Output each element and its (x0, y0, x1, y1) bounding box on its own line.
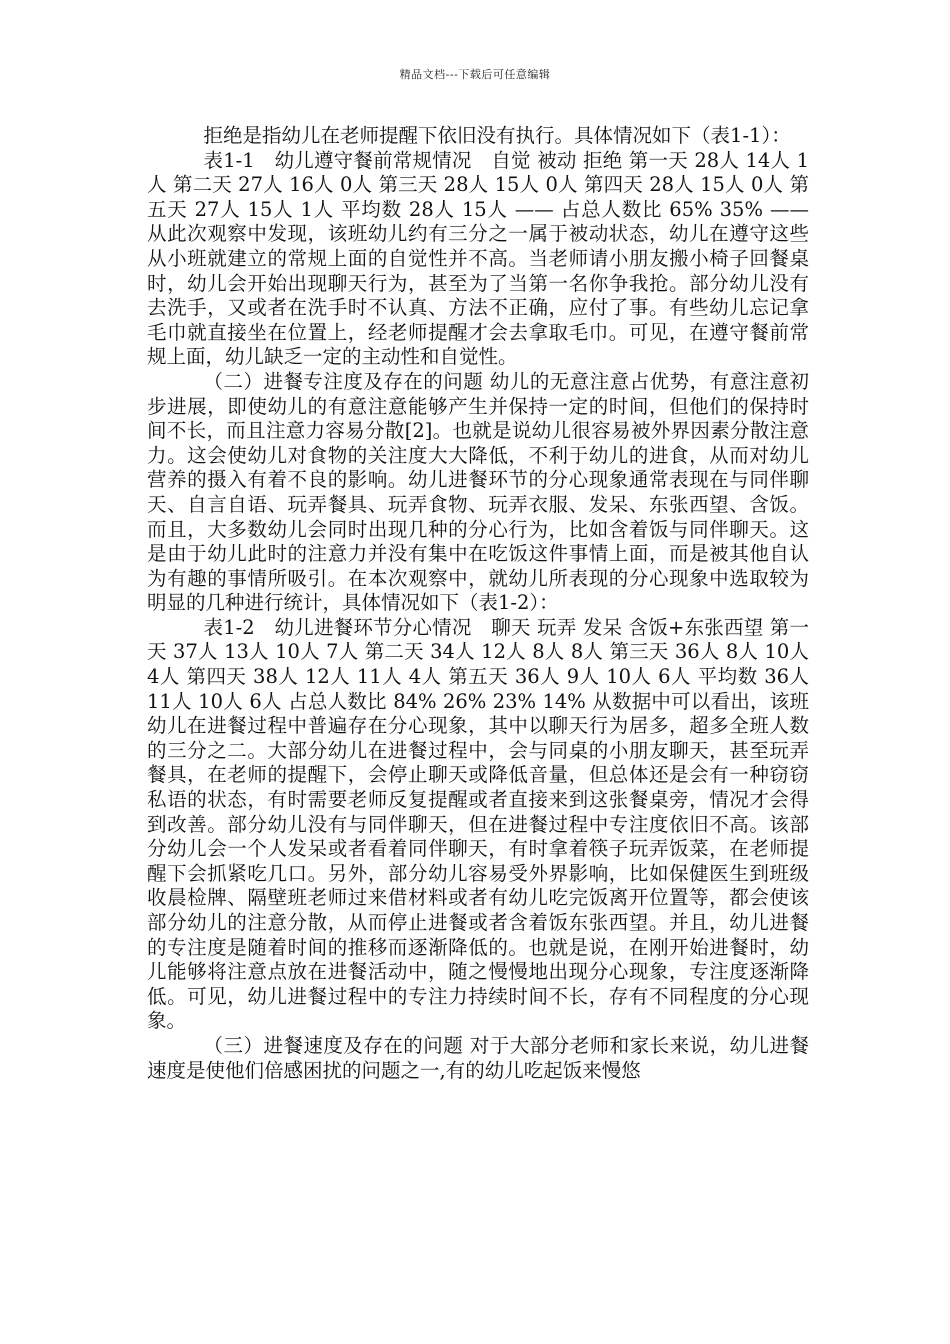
paragraph-section-2: （二）进餐专注度及存在的问题 幼儿的无意注意占优势，有意注意初步进展，即使幼儿的有意注意能够产生并保持一定的时间，但他们的保持时间不长，而且注意力容易分散[2]。也就是说幼儿很容易被外界因素分散注意力。这会使幼儿对食物的关注度大大降低，不利于幼儿的进食，从而对幼儿营养的摄入有着不良的影响。幼儿进餐环节的分心现象通常表现在与同伴聊天、自言自语、玩弄餐具、玩弄食物、玩弄衣服、发呆、东张西望、含饭。而且，大多数幼儿会同时出现几种的分心行为，比如含着饭与同伴聊天。这是由于幼儿此时的注意力并没有集中在吃饭这件事情上面，而是被其他自认为有趣的事情所吸引。在本次观察中，就幼儿所表现的分心现象中选取较为明显的几种进行统计，具体情况如下（表1-2）： (147, 369, 809, 615)
document-body (147, 124, 809, 1083)
page-header: 精品文档---下载后可任意编辑 (399, 68, 551, 81)
paragraph-table-1-1: 表1-1 幼儿遵守餐前常规情况 自觉 被动 拒绝 第一天 28人 14人 1人 第二天 27人 16人 0人 第三天 28人 15人 0人 第四天 28人 15人 0人 第五天 27人 15人 1人 平均数 28人 15人 —— 占总人数比 65% 35% —— 从此次观察中发现，该班幼儿约有三分之一属于被动状态，幼儿在遵守这些从小班就建立的常规上面的自觉性并不高。当老师请小朋友搬小椅子回餐桌时，幼儿会开始出现聊天行为，甚至为了当第一名你争我抢。部分幼儿没有去洗手，又或者在洗手时不认真、方法不正确，应付了事。有些幼儿忘记拿毛巾就直接坐在位置上，经老师提醒才会去拿取毛巾。可见，在遵守餐前常规上面，幼儿缺乏一定的主动性和自觉性。 (147, 148, 809, 369)
paragraph-section-3: （三）进餐速度及存在的问题 对于大部分老师和家长来说，幼儿进餐速度是使他们倍感困扰的问题之一,有的幼儿吃起饭来慢悠 (147, 1033, 809, 1082)
paragraph-1: 拒绝是指幼儿在老师提醒下依旧没有执行。具体情况如下（表1-1）： (203, 124, 791, 147)
paragraph-table-1-2: 表1-2 幼儿进餐环节分心情况 聊天 玩弄 发呆 含饭+东张西望 第一天 37人 13人 10人 7人 第二天 34人 12人 8人 8人 第三天 36人 8人 10人 4人 第四天 38人 12人 11人 4人 第五天 36人 9人 10人 6人 平均数 36人 11人 10人 6人 占总人数比 84% 26% 23% 14% 从数据中可以看出，该班幼儿在进餐过程中普遍存在分心现象，其中以聊天行为居多，超多全班人数的三分之二。大部分幼儿在进餐过程中，会与同桌的小朋友聊天，甚至玩弄餐具，在老师的提醒下，会停止聊天或降低音量，但总体还是会有一种窃窃私语的状态，有时需要老师反复提醒或者直接来到这张餐桌旁，情况才会得到改善。部分幼儿没有与同伴聊天，但在进餐过程中专注度依旧不高。该部分幼儿会一个人发呆或者看着同伴聊天，有时拿着筷子玩弄饭菜，在老师提醒下会抓紧吃几口。另外，部分幼儿容易受外界影响，比如保健医生到班级收晨检牌、隔壁班老师过来借材料或者有幼儿吃完饭离开位置等，都会使该部分幼儿的注意分散，从而停止进餐或者含着饭东张西望。并且，幼儿进餐的专注度是随着时间的推移而逐渐降低的。也就是说，在刚开始进餐时，幼儿能够将注意点放在进餐活动中，随之慢慢地出现分心现象，专注度逐渐降低。可见，幼儿进餐过程中的专注力持续时间不长，存有不同程度的分心现象。 (147, 615, 809, 1033)
